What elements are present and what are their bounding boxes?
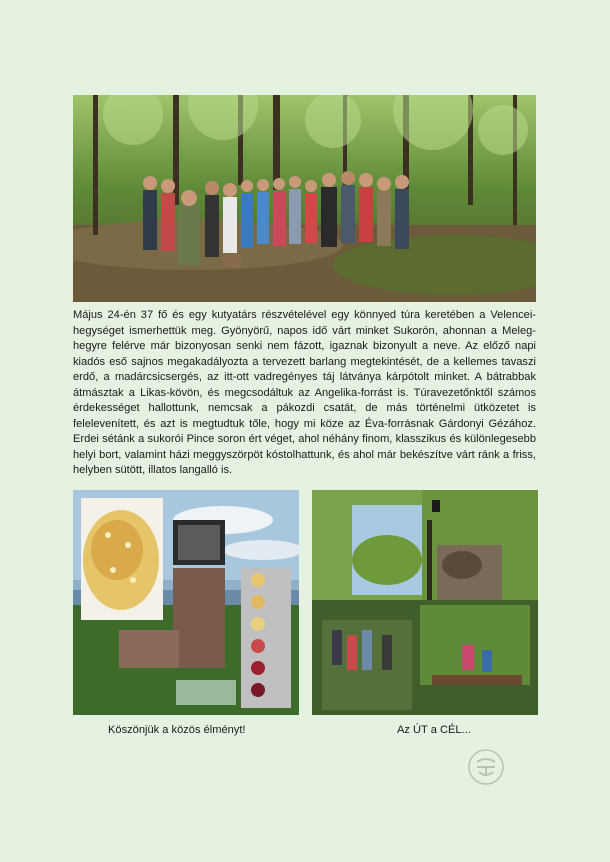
organization-logo-icon xyxy=(467,748,505,786)
caption-left: Köszönjük a közös élményt! xyxy=(108,724,246,736)
food-wine-collage xyxy=(73,490,299,715)
caption-right: Az ÚT a CÉL... xyxy=(397,724,471,736)
group-photo xyxy=(73,95,536,302)
forest-hike-collage xyxy=(312,490,538,715)
article-body: Május 24-én 37 fő és egy kutyatárs részvételével egy könnyed túra keretében a Velencei-hegységet ismerhettük meg. Gyönyörű, napos idő várt minket Sukorón, ahonnan a Meleg-hegyre felérve már bizonyosan senki nem fázott, igaznak bizonyult a neve. Az előző napi kiadós eső sajnos megakadályozta a tervezett barlang megtekintését, de a kellemes tavaszi erdő, a madárcsicsergés, az itt-ott vadregényes táj látványa kárpótolt minket. A bátrabbak átmásztak a Likas-kövön, és megcsodáltuk az Angelika-forrást is. Túravezetőnktől számos érdekességet hallottunk, nemcsak a pákozdi csatát, de más történelmi ütközetet is felelevenített, és azt is megtudtuk tőle, hogy mi köze az Éva-forrásnak Gárdonyi Gézához. Erdei sétánk a sukorói Pince soron ért véget, ahol néhány finom, klasszikus és különlegesebb helyi bort, valamint házi meggyszörpöt kóstolhattunk, és ahol már bekészítve várt ránk a friss, helyben sütött, illatos langalló is. xyxy=(73,309,536,476)
